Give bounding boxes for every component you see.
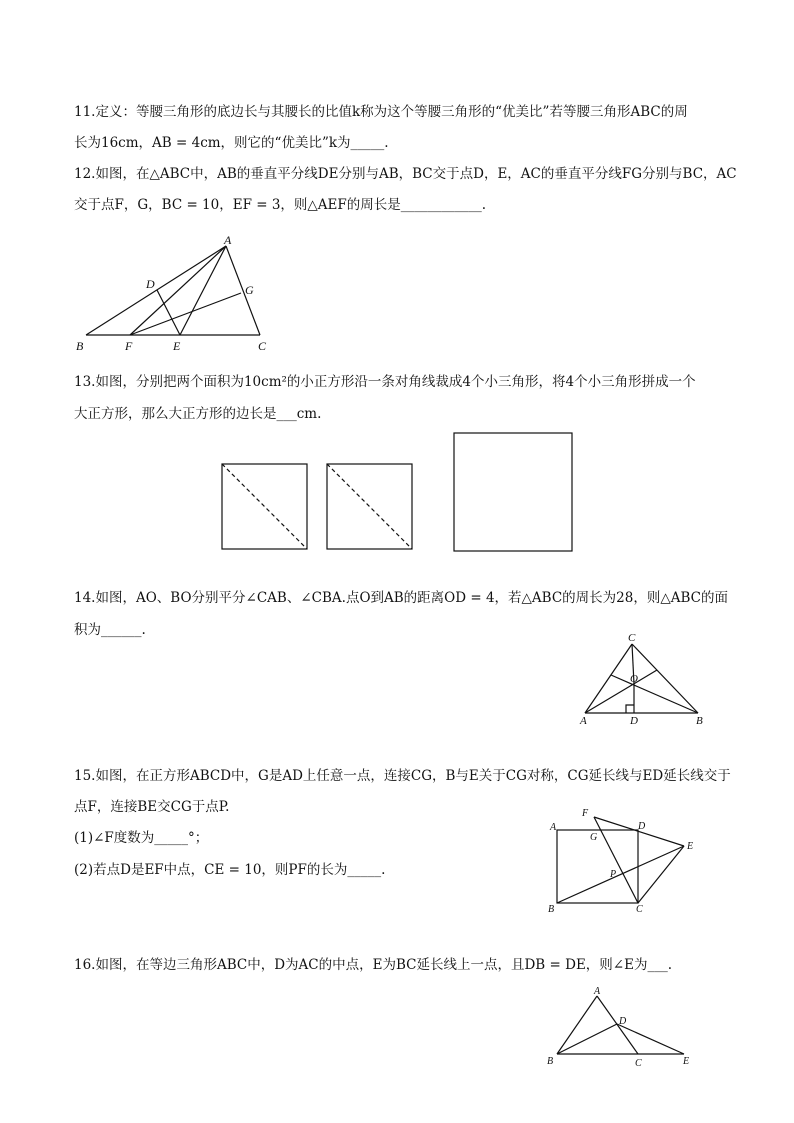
- q15-line4: (2)若点D是EF中点，CE = 10，则PF的长为_____.: [74, 862, 386, 878]
- q12-line2: 交于点F，G，BC = 10，EF = 3，则△AEF的周长是____________.: [74, 197, 487, 213]
- q12-line1: 12.如图，在△ABC中，AB的垂直平分线DE分别与AB，BC交于点D，E，AC的垂直平分线FG分别与BC，AC: [74, 166, 737, 182]
- q12-label-c: C: [258, 339, 267, 353]
- q15-line3: (1)∠F度数为_____°；: [74, 830, 209, 846]
- q14-label-d: D: [630, 715, 638, 727]
- q16-line1: 16.如图，在等边三角形ABC中，D为AC的中点，E为BC延长线上一点，且DB = DE，则∠E为___.: [74, 957, 673, 973]
- q11-line1: 11.定义：等腰三角形的底边长与其腰长的比值k称为这个等腰三角形的“优美比”若等腰三角形ABC的周: [74, 104, 688, 120]
- q12-label-b: B: [76, 339, 84, 353]
- q15-label-e: E: [687, 841, 694, 852]
- q13-line1: 13.如图，分别把两个面积为10cm²的小正方形沿一条对角线裁成4个小三角形，将4个小三角形拼成一个: [74, 374, 696, 390]
- q11-line2: 长为16cm，AB = 4cm，则它的“优美比”k为_____.: [74, 135, 389, 151]
- q12-label-a: A: [224, 233, 232, 247]
- q12-label-d: D: [146, 277, 155, 291]
- q12-label-e: E: [173, 339, 181, 353]
- q14-label-o: O: [630, 673, 638, 685]
- q15-line1: 15.如图，在正方形ABCD中，G是AD上任意一点，连接CG，B与E关于CG对称，CG延长线与ED延长线交于: [74, 768, 731, 784]
- q15-label-d: D: [638, 821, 646, 832]
- q14-line2: 积为______.: [74, 622, 146, 638]
- q16-label-a: A: [594, 986, 601, 997]
- q15-label-g: G: [590, 832, 598, 843]
- q16-label-e: E: [683, 1056, 690, 1067]
- q15-label-f: F: [582, 808, 589, 819]
- q15-label-a: A: [550, 822, 557, 833]
- q16-label-b: B: [547, 1056, 554, 1067]
- q14-line1: 14.如图，AO、BO分别平分∠CAB、∠CBA.点O到AB的距离OD = 4，若△ABC的周长为28，则△ABC的面: [74, 590, 728, 606]
- q12-label-g: G: [245, 283, 254, 297]
- q15-label-p: P: [610, 869, 617, 880]
- q16-label-d: D: [619, 1016, 627, 1027]
- q16-label-c: C: [635, 1058, 642, 1069]
- q14-label-b: B: [696, 715, 703, 727]
- q15-label-b: B: [548, 904, 555, 915]
- q14-label-c: C: [628, 632, 636, 644]
- q15-line2: 点F，连接BE交CG于点P.: [74, 799, 230, 815]
- q12-label-f: F: [125, 339, 133, 353]
- q14-label-a: A: [580, 715, 587, 727]
- q15-label-c: C: [636, 904, 643, 915]
- q13-line2: 大正方形，那么大正方形的边长是___cm.: [74, 406, 322, 422]
